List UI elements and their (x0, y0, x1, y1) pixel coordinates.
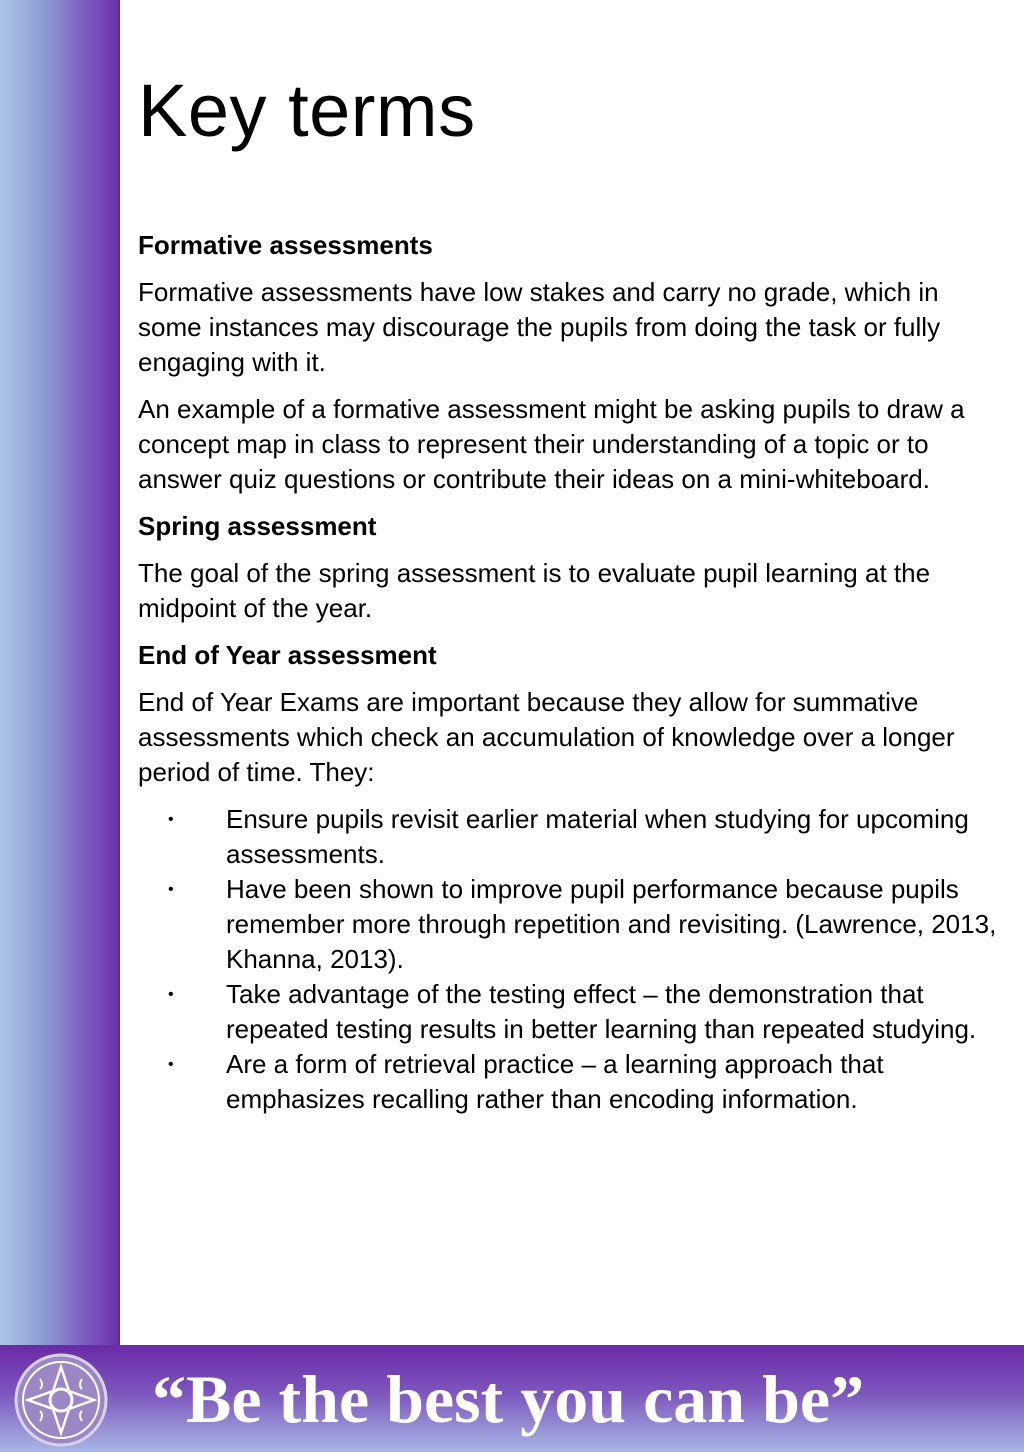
bullet-item (138, 1047, 1006, 1117)
spring-paragraph: The goal of the spring assessment is to evaluate pupil learning at the midpoint of the year. (138, 558, 931, 623)
formative-paragraph-2: An example of a formative assessment might be asking pupils to draw a concept map in class to represent their understanding of a topic or to answer quiz questions or contribute their ideas on a mini-whiteboard. (138, 394, 965, 494)
bullet-text: Take advantage of the testing effect – the demonstration that repeated testing results in better learning than repeated studying. (226, 979, 977, 1044)
bullet-dot-icon: • (168, 881, 174, 898)
bullet-text: Have been shown to improve pupil performance because pupils remember more through repetition and revisiting. (Lawrence, 2013, Khanna, 2013). (226, 874, 997, 974)
end-of-year-paragraph: End of Year Exams are important because they allow for summative assessments which check an accumulation of knowledge over a longer period of time. They: (138, 687, 955, 787)
formative-heading: Formative assessments (138, 230, 433, 260)
end-of-year-bullet-list (138, 802, 1006, 1117)
bullet-dot-icon: • (168, 811, 174, 828)
formative-paragraph-1: Formative assessments have low stakes and carry no grade, which in some instances may discourage the pupils from doing the task or fully engaging with it. (138, 277, 941, 377)
bullet-dot-icon: • (168, 986, 174, 1003)
bullet-item (138, 802, 1006, 872)
spring-heading: Spring assessment (138, 511, 377, 541)
main-content (138, 68, 1006, 1117)
motto-text: “Be the best you can be” (152, 1361, 865, 1437)
page-title: Key terms (138, 69, 476, 152)
end-of-year-heading: End of Year assessment (138, 640, 437, 670)
bullet-text: Are a form of retrieval practice – a learning approach that emphasizes recalling rather than encoding information. (226, 1049, 884, 1114)
bullet-item (138, 977, 1006, 1047)
bullet-text: Ensure pupils revisit earlier material when studying for upcoming assessments. (226, 804, 969, 869)
bullet-dot-icon: • (168, 1056, 174, 1073)
footer-banner (0, 1345, 1024, 1452)
bullet-item (138, 872, 1006, 977)
left-decorative-sidebar (0, 0, 120, 1345)
school-crest-icon (14, 1353, 108, 1447)
